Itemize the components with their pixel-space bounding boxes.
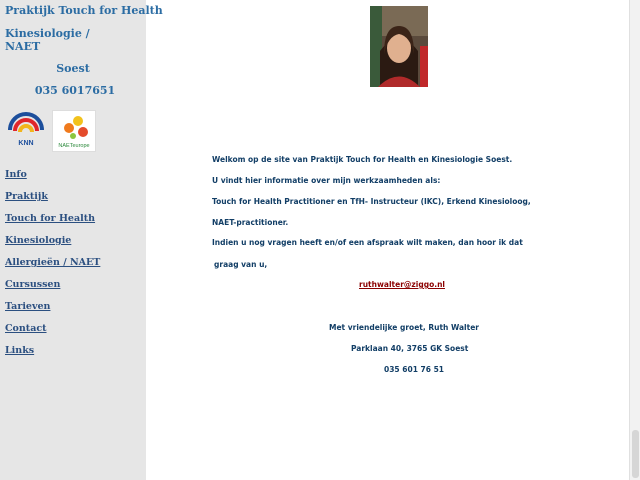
nav-link-tarieven[interactable]: Tarieven [5, 301, 51, 312]
nav-item-praktijk [5, 184, 100, 206]
nav-link-allergieen-naet[interactable]: Allergieën / NAET [5, 257, 101, 268]
greeting-text: Met vriendelijke groet, Ruth Walter [329, 323, 479, 332]
nav-link-contact[interactable]: Contact [5, 323, 47, 334]
nav-item-cursussen [5, 272, 100, 294]
address-text: Parklaan 40, 3765 GK Soest [351, 344, 469, 353]
subtitle-line-2: NAET [5, 40, 41, 53]
nav-link-praktijk[interactable]: Praktijk [5, 191, 48, 202]
scrollbar-thumb[interactable] [632, 430, 639, 478]
contact-phone: 035 601 76 51 [384, 365, 445, 374]
info-text: U vindt hier informatie over mijn werkzaamheden als: [212, 176, 441, 185]
naet-logo[interactable] [52, 110, 96, 152]
nav-link-cursussen[interactable]: Cursussen [5, 279, 61, 290]
graag-text: graag van u, [214, 260, 268, 269]
nav-item-tarieven [5, 294, 100, 316]
nav-item-links [5, 338, 100, 360]
site-subtitle [5, 27, 90, 53]
roles-text: Touch for Health Practitioner en TfH- Instructeur (IKC), Erkend Kinesioloog, [212, 197, 531, 206]
nav-link-touch-for-health[interactable]: Touch for Health [5, 213, 96, 224]
questions-text: Indien u nog vragen heeft en/of een afspraak wilt maken, dan hoor ik dat [212, 238, 523, 247]
nav-item-allergieen-naet [5, 250, 100, 272]
page-scrollbar[interactable] [629, 0, 640, 480]
subtitle-line-1: Kinesiologie / [5, 27, 90, 40]
email-link[interactable]: ruthwalter@ziggo.nl [359, 280, 445, 289]
sidebar-phone: 035 6017651 [34, 84, 116, 97]
main-nav [5, 162, 100, 360]
knn-logo[interactable] [6, 110, 46, 148]
welcome-text: Welkom op de site van Praktijk Touch for Health en Kinesiologie Soest. [212, 155, 513, 164]
knn-logo-text: KNN [18, 140, 34, 147]
naet-text: NAET-practitioner. [212, 218, 289, 227]
nav-item-kinesiologie [5, 228, 100, 250]
naet-logo-text: NAETeurope [58, 143, 90, 149]
nav-link-links[interactable]: Links [5, 345, 35, 356]
nav-link-info[interactable]: Info [5, 169, 27, 180]
nav-link-kinesiologie[interactable]: Kinesiologie [5, 235, 72, 246]
sidebar [0, 0, 163, 480]
city-label: Soest [56, 62, 90, 75]
site-title: Praktijk Touch for Health [5, 4, 163, 17]
portrait-photo [370, 6, 428, 87]
nav-item-contact [5, 316, 100, 338]
nav-item-touch-for-health [5, 206, 100, 228]
nav-item-info [5, 162, 100, 184]
